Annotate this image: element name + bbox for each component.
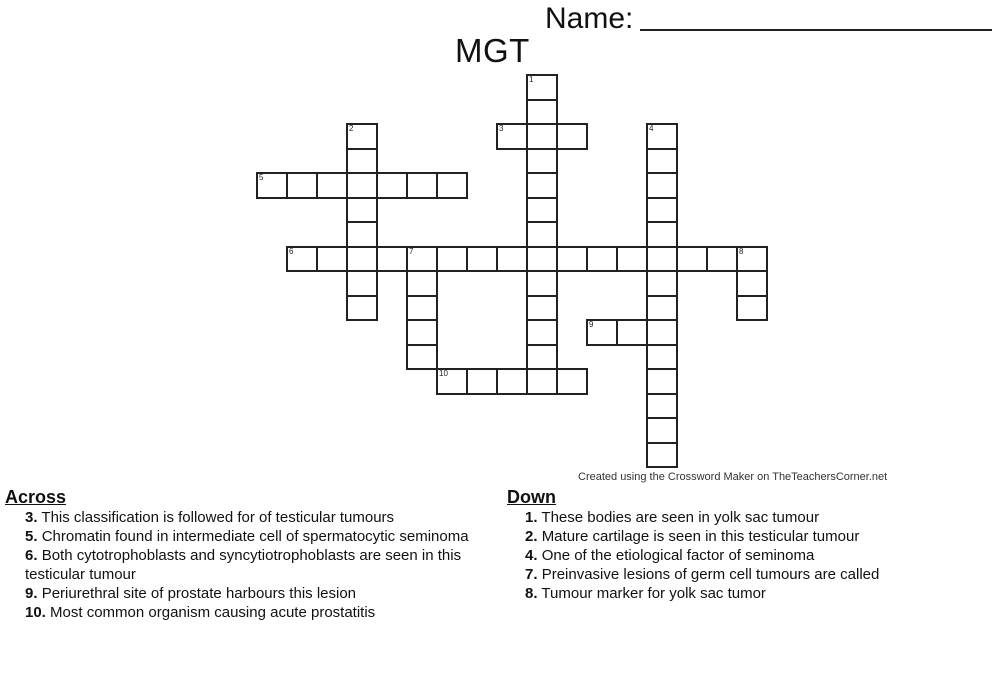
clue-text: Most common organism causing acute prostatitis — [50, 604, 376, 621]
crossword-cell[interactable] — [646, 172, 678, 199]
clue-number: 1. — [525, 509, 538, 526]
clue-number: 8. — [525, 585, 538, 602]
clue-text: Mature cartilage is seen in this testicular tumour — [541, 528, 860, 545]
crossword-cell[interactable] — [646, 148, 678, 175]
crossword-cell[interactable] — [646, 295, 678, 322]
credit-line: Created using the Crossword Maker on TheTeachersCorner.net — [578, 471, 888, 483]
crossword-cell[interactable] — [406, 344, 438, 371]
clue-item — [25, 546, 495, 584]
crossword-cell[interactable] — [526, 148, 558, 175]
cell-number: 5 — [259, 173, 264, 182]
crossword-cell[interactable] — [406, 246, 438, 273]
crossword-cell[interactable] — [436, 368, 468, 395]
crossword-cell[interactable] — [526, 172, 558, 199]
crossword-cell[interactable] — [646, 393, 678, 420]
crossword-cell[interactable] — [526, 246, 558, 273]
crossword-cell[interactable] — [646, 442, 678, 469]
crossword-cell[interactable] — [526, 221, 558, 248]
crossword-cell[interactable] — [526, 368, 558, 395]
crossword-cell[interactable] — [736, 270, 768, 297]
crossword-cell[interactable] — [376, 172, 408, 199]
crossword-cell[interactable] — [586, 319, 618, 346]
crossword-cell[interactable] — [646, 197, 678, 224]
clue-item — [525, 508, 995, 527]
cell-number: 3 — [499, 124, 504, 133]
crossword-cell[interactable] — [526, 197, 558, 224]
crossword-cell[interactable] — [286, 172, 318, 199]
crossword-cell[interactable] — [556, 368, 588, 395]
clue-item — [25, 603, 495, 622]
crossword-cell[interactable] — [406, 172, 438, 199]
cell-number: 2 — [349, 124, 354, 133]
crossword-cell[interactable] — [736, 246, 768, 273]
name-label: Name: — [545, 2, 634, 35]
crossword-cell[interactable] — [646, 368, 678, 395]
down-clue-list — [525, 508, 995, 603]
crossword-cell[interactable] — [346, 270, 378, 297]
clue-text: This classification is followed for of testicular tumours — [41, 509, 395, 526]
crossword-cell[interactable] — [256, 172, 288, 199]
clue-text: Tumour marker for yolk sac tumor — [541, 585, 766, 602]
clue-text: Preinvasive lesions of germ cell tumours are called — [541, 566, 880, 583]
crossword-cell[interactable] — [346, 295, 378, 322]
clue-item — [525, 546, 995, 565]
clue-item — [25, 584, 495, 603]
crossword-cell[interactable] — [406, 295, 438, 322]
clue-number: 10. — [25, 604, 46, 621]
crossword-cell[interactable] — [496, 368, 528, 395]
crossword-cell[interactable] — [616, 319, 648, 346]
clue-number: 7. — [525, 566, 538, 583]
crossword-cell[interactable] — [526, 123, 558, 150]
crossword-cell[interactable] — [646, 246, 678, 273]
crossword-cell[interactable] — [706, 246, 738, 273]
clue-number: 3. — [25, 509, 38, 526]
crossword-cell[interactable] — [526, 270, 558, 297]
crossword-cell[interactable] — [526, 319, 558, 346]
crossword-cell[interactable] — [406, 319, 438, 346]
crossword-cell[interactable] — [406, 270, 438, 297]
clue-text: These bodies are seen in yolk sac tumour — [541, 509, 820, 526]
puzzle-title: MGT — [455, 32, 530, 69]
clue-number: 2. — [525, 528, 538, 545]
crossword-cell[interactable] — [346, 221, 378, 248]
crossword-cell[interactable] — [646, 344, 678, 371]
crossword-cell[interactable] — [676, 246, 708, 273]
crossword-cell[interactable] — [286, 246, 318, 273]
crossword-cell[interactable] — [526, 295, 558, 322]
across-heading: Across — [5, 487, 67, 507]
crossword-cell[interactable] — [526, 99, 558, 126]
crossword-cell[interactable] — [466, 246, 498, 273]
clue-item — [25, 527, 495, 546]
crossword-cell[interactable] — [496, 246, 528, 273]
crossword-cell[interactable] — [316, 172, 348, 199]
crossword-cell[interactable] — [646, 221, 678, 248]
crossword-cell[interactable] — [736, 295, 768, 322]
cell-number: 4 — [649, 124, 654, 133]
cell-number: 8 — [739, 246, 744, 256]
crossword-cell[interactable] — [496, 123, 528, 150]
clue-text: Periurethral site of prostate harbours this lesion — [41, 585, 357, 602]
crossword-cell[interactable] — [646, 270, 678, 297]
crossword-cell[interactable] — [586, 246, 618, 273]
cell-number: 7 — [409, 246, 414, 256]
crossword-cell[interactable] — [556, 246, 588, 273]
crossword-cell[interactable] — [346, 148, 378, 175]
crossword-cell[interactable] — [616, 246, 648, 273]
clue-item — [25, 508, 495, 527]
crossword-cell[interactable] — [346, 123, 378, 150]
crossword-cell[interactable] — [526, 344, 558, 371]
crossword-cell[interactable] — [556, 123, 588, 150]
clue-text: One of the etiological factor of seminoma — [541, 547, 815, 564]
clue-number: 5. — [25, 528, 38, 545]
clue-number: 4. — [525, 547, 538, 564]
clue-item — [525, 527, 995, 546]
crossword-cell[interactable] — [346, 246, 378, 273]
crossword-cell[interactable] — [346, 172, 378, 199]
crossword-cell[interactable] — [646, 123, 678, 150]
clue-number: 9. — [25, 585, 38, 602]
cell-number: 9 — [589, 320, 594, 329]
crossword-cell[interactable] — [436, 246, 468, 273]
crossword-cell[interactable] — [316, 246, 348, 273]
crossword-cell[interactable] — [526, 74, 558, 101]
across-clue-list — [25, 508, 495, 622]
crossword-cell[interactable] — [466, 368, 498, 395]
cell-number: 6 — [289, 246, 294, 256]
crossword-cell[interactable] — [646, 319, 678, 346]
crossword-cell[interactable] — [346, 197, 378, 224]
clue-text: Both cytotrophoblasts and syncytiotrophoblasts are seen in this testicular tumour — [25, 547, 462, 583]
cell-number: 1 — [529, 75, 534, 84]
clue-item — [525, 565, 995, 584]
down-heading: Down — [507, 487, 556, 507]
cell-number: 10 — [439, 369, 448, 378]
clue-number: 6. — [25, 547, 38, 564]
clue-text: Chromatin found in intermediate cell of spermatocytic seminoma — [41, 528, 469, 545]
clue-item — [525, 584, 995, 603]
crossword-cell[interactable] — [376, 246, 408, 273]
crossword-cell[interactable] — [646, 417, 678, 444]
crossword-cell[interactable] — [436, 172, 468, 199]
